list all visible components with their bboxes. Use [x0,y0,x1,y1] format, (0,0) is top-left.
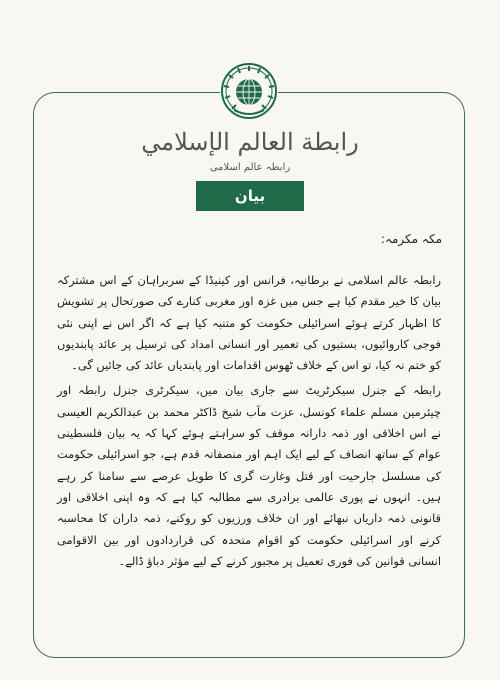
organization-subname: رابطہ عالم اسلامی [209,162,291,173]
dateline-place: مکہ مکرمہ: [380,232,442,246]
organization-name: رابطة العالم الإسلامي [141,128,359,156]
paragraph-2: رابطہ کے جنرل سیکرٹریٹ سے جاری بیان میں، سیکرٹری جنرل رابطہ اور چیئرمین مسلم علماء کونسل، عزت مآب شیخ ڈاکٹر محمد بن عبدالکریم العیسی نے اس اخلاقی اور ذمہ دارانہ موقف کو سراہتے ہوئے کہا کہ یہ بیان فلسطینی عوام کے ساتھ انصاف کے لیے ایک اہم اور منصفانہ قدم ہے، جو اسرائیلی حکومت کی مسلسل جارحیت اور قتل وغارت گری کا طویل عرصے سے سامنا کر رہے ہیں۔ انہوں نے پوری عالمی برادری سے مطالبہ کیا ہے کہ وہ اپنی اخلاقی اور قانونی ذمہ داریاں نبھائے اور ان خلاف ورزیوں کو روکنے، ذمہ داران کا محاسبہ کرنے اور اسرائیلی حکومت کو اقوام متحدہ کی قراردادوں اور بین الاقوامی انسانی قوانین کی فوری تعمیل پر مجبور کرنے کے لیے مؤثر دباؤ ڈالے۔ [57,383,441,568]
paragraph-1: رابطہ عالم اسلامی نے برطانیہ، فرانس اور کینیڈا کے سربراہان کے اس مشترکہ بیان کا خیر مقدم کیا ہے جس میں غزہ اور مغربی کنارے کی صورتحال پر تشویش کا اظہار کرتے ہوئے اسرائیلی حکومت کو متنبہ کیا ہے کہ اگر اس نے اپنی نئی فوجی کاروائیوں، بستیوں کی تعمیر اور انسانی امداد کی ترسیل پر عائد پابندیوں کو ختم نہ کیا، تو اس کے خلاف ٹھوس اقدامات اور پابندیاں عائد کی جائیں گی۔ [57,273,441,373]
statement-body [57,270,441,576]
emblem-logo [220,62,278,120]
statement-badge: بیان [196,181,304,211]
